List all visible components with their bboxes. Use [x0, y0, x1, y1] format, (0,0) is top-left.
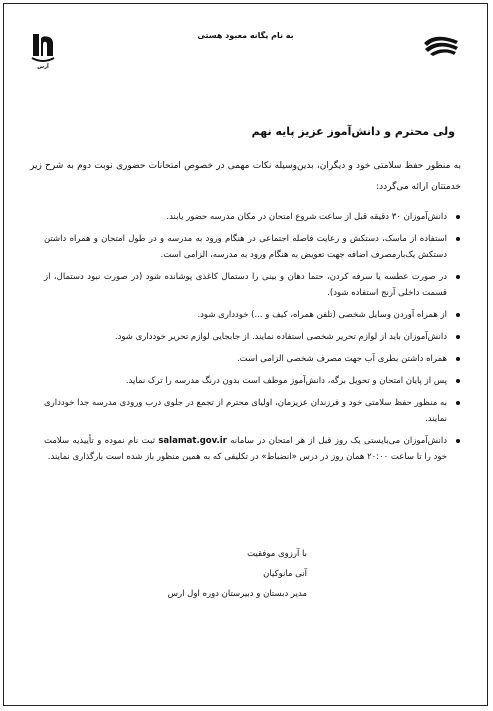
list-item: از همراه آوردن وسایل شخصی (تلفن همراه، کیف و ...) خودداری شود. — [44, 307, 447, 323]
signature-closing: با آرزوی موفقیت — [247, 549, 307, 559]
list-item: استفاده از ماسک، دستکش و رعایت فاصله اجتماعی در هنگام ورود به مدرسه و در طول امتحان و همراه داشتن دستکش یک‌بارمصرف اضافه جهت تعویض به هنگام ورود به مدرسه، الزامی است. — [44, 231, 447, 263]
signature-title: مدیر دبستان و دبیرستان دوره اول ارس — [167, 589, 307, 599]
instructions-list — [44, 209, 463, 471]
list-item: دانش‌آموزان ۳۰ دقیقه قبل از ساعت شروع امتحان در مکان مدرسه حضور یابند. — [44, 209, 447, 225]
letter-intro: به منظور حفظ سلامتی خود و دیگران، بدین‌وسیله نکات مهمی در خصوص امتحانات حضوری نوبت دوم به شرح زیر خدمتتان ارائه می‌گردد: — [30, 161, 461, 192]
list-item: پس از پایان امتحان و تحویل برگه، دانش‌آموز موظف است بدون درنگ مدرسه را ترک نماید. — [44, 373, 447, 389]
school-logo — [30, 31, 56, 76]
letter-heading: ولی محترم و دانش‌آموز عزیز پایه نهم — [251, 125, 455, 138]
signature-block — [168, 544, 307, 604]
signature-name: آنی مانوکیان — [263, 569, 307, 579]
ministry-logo — [422, 35, 460, 57]
list-item: به منظور حفظ سلامتی خود و فرزندان عزیزمان، اولیای محترم از تجمع در جلوی درب ورودی مدرسه جدا خودداری نمایند. — [44, 395, 447, 427]
letter-page — [3, 3, 488, 706]
list-item-text-before: دانش‌آموزان می‌بایستی یک روز قبل از هر امتحان در سامانه — [226, 436, 447, 446]
school-logo-caption: آرس — [37, 64, 49, 70]
school-logo-icon — [30, 31, 56, 63]
list-item — [44, 433, 447, 465]
website-link[interactable]: salamat.gov.ir — [158, 436, 227, 446]
list-item-text-after: ثبت نام نموده و تأییدیه سلامت خود را تا ساعت ۲۰:۰۰ همان روز در درس «انضباط» در تکلیفی که به همین منظور باز شده است بارگذاری نمایند. — [44, 436, 447, 462]
list-item: دانش‌آموزان باید از لوازم تحریر شخصی استفاده نمایند. از جابجایی لوازم تحریر خودداری شود. — [44, 329, 447, 345]
header-title: به نام یگانه معبود هستی — [197, 31, 294, 40]
ministry-logo-icon — [422, 35, 460, 57]
list-item: در صورت عطسه یا سرفه کردن، حتما دهان و بینی را دستمال کاغذی پوشانده شود (در صورت نبود دستمال، از قسمت داخلی آرنج استفاده شود). — [44, 269, 447, 301]
list-item: همراه داشتن بطری آب جهت مصرف شخصی الزامی است. — [44, 351, 447, 367]
